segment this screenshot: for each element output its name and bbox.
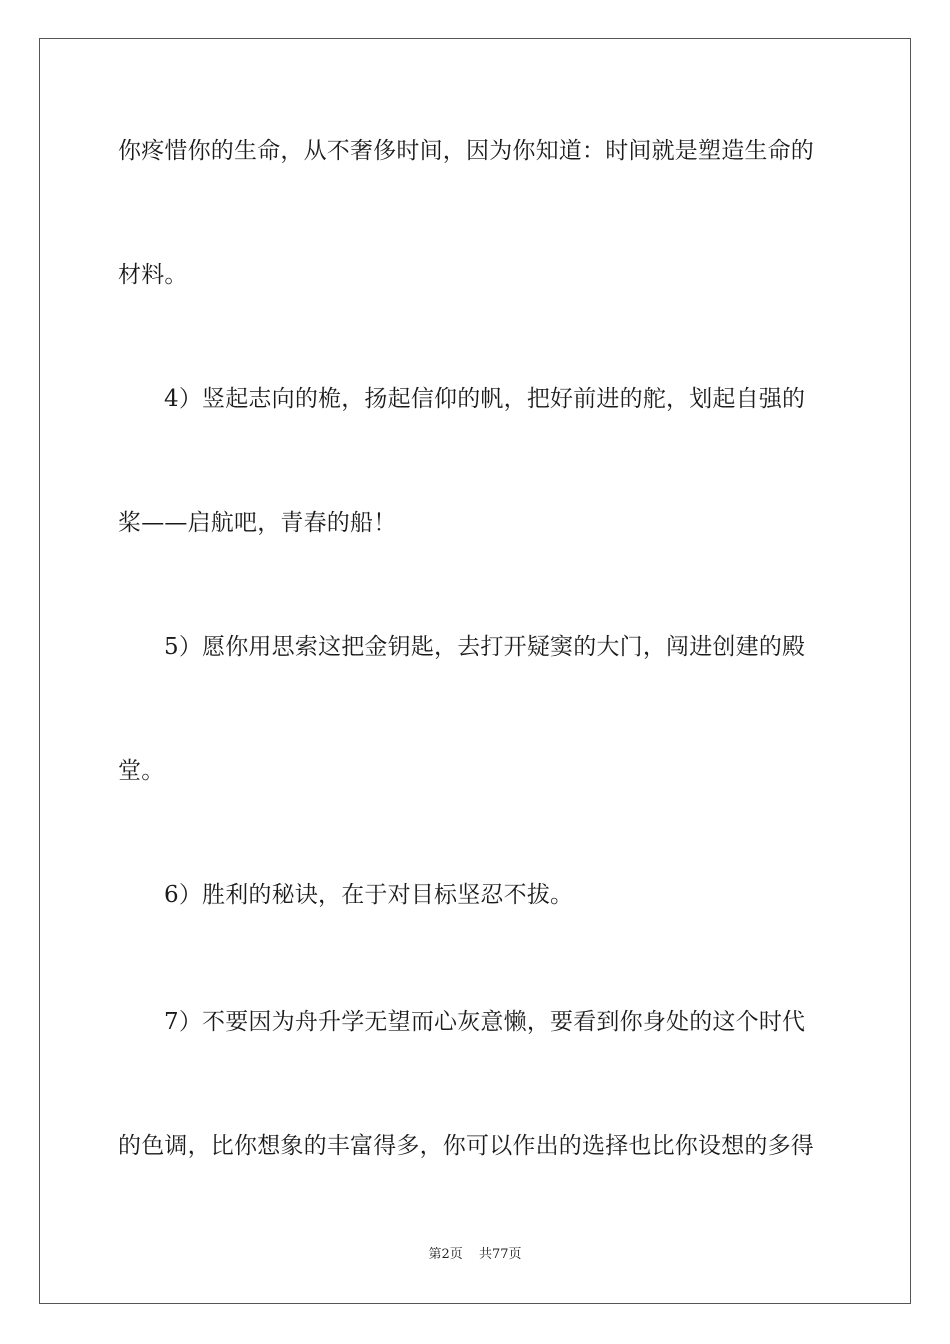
text-line-3: 4）竖起志向的桅，扬起信仰的帆，把好前进的舵，划起自强的 <box>164 386 806 412</box>
text-line-9: 的色调，比你想象的丰富得多，你可以作出的选择也比你设想的多得 <box>118 1133 814 1159</box>
page-border <box>39 38 911 1304</box>
text-line-1: 你疼惜你的生命，从不奢侈时间，因为你知道：时间就是塑造生命的 <box>118 138 814 164</box>
text-line-6: 堂。 <box>118 758 165 784</box>
text-line-4: 桨——启航吧，青春的船！ <box>118 510 397 536</box>
text-line-2: 材料。 <box>118 262 188 288</box>
page-footer <box>0 1246 950 1264</box>
text-line-5: 5）愿你用思索这把金钥匙，去打开疑窦的大门，闯进创建的殿 <box>164 634 806 660</box>
page-number: 第2页 <box>428 1247 463 1262</box>
text-line-8: 7）不要因为舟升学无望而心灰意懒，要看到你身处的这个时代 <box>164 1009 806 1035</box>
page-total: 共77页 <box>478 1247 522 1262</box>
text-line-7: 6）胜利的秘诀，在于对目标坚忍不拔。 <box>164 882 574 908</box>
